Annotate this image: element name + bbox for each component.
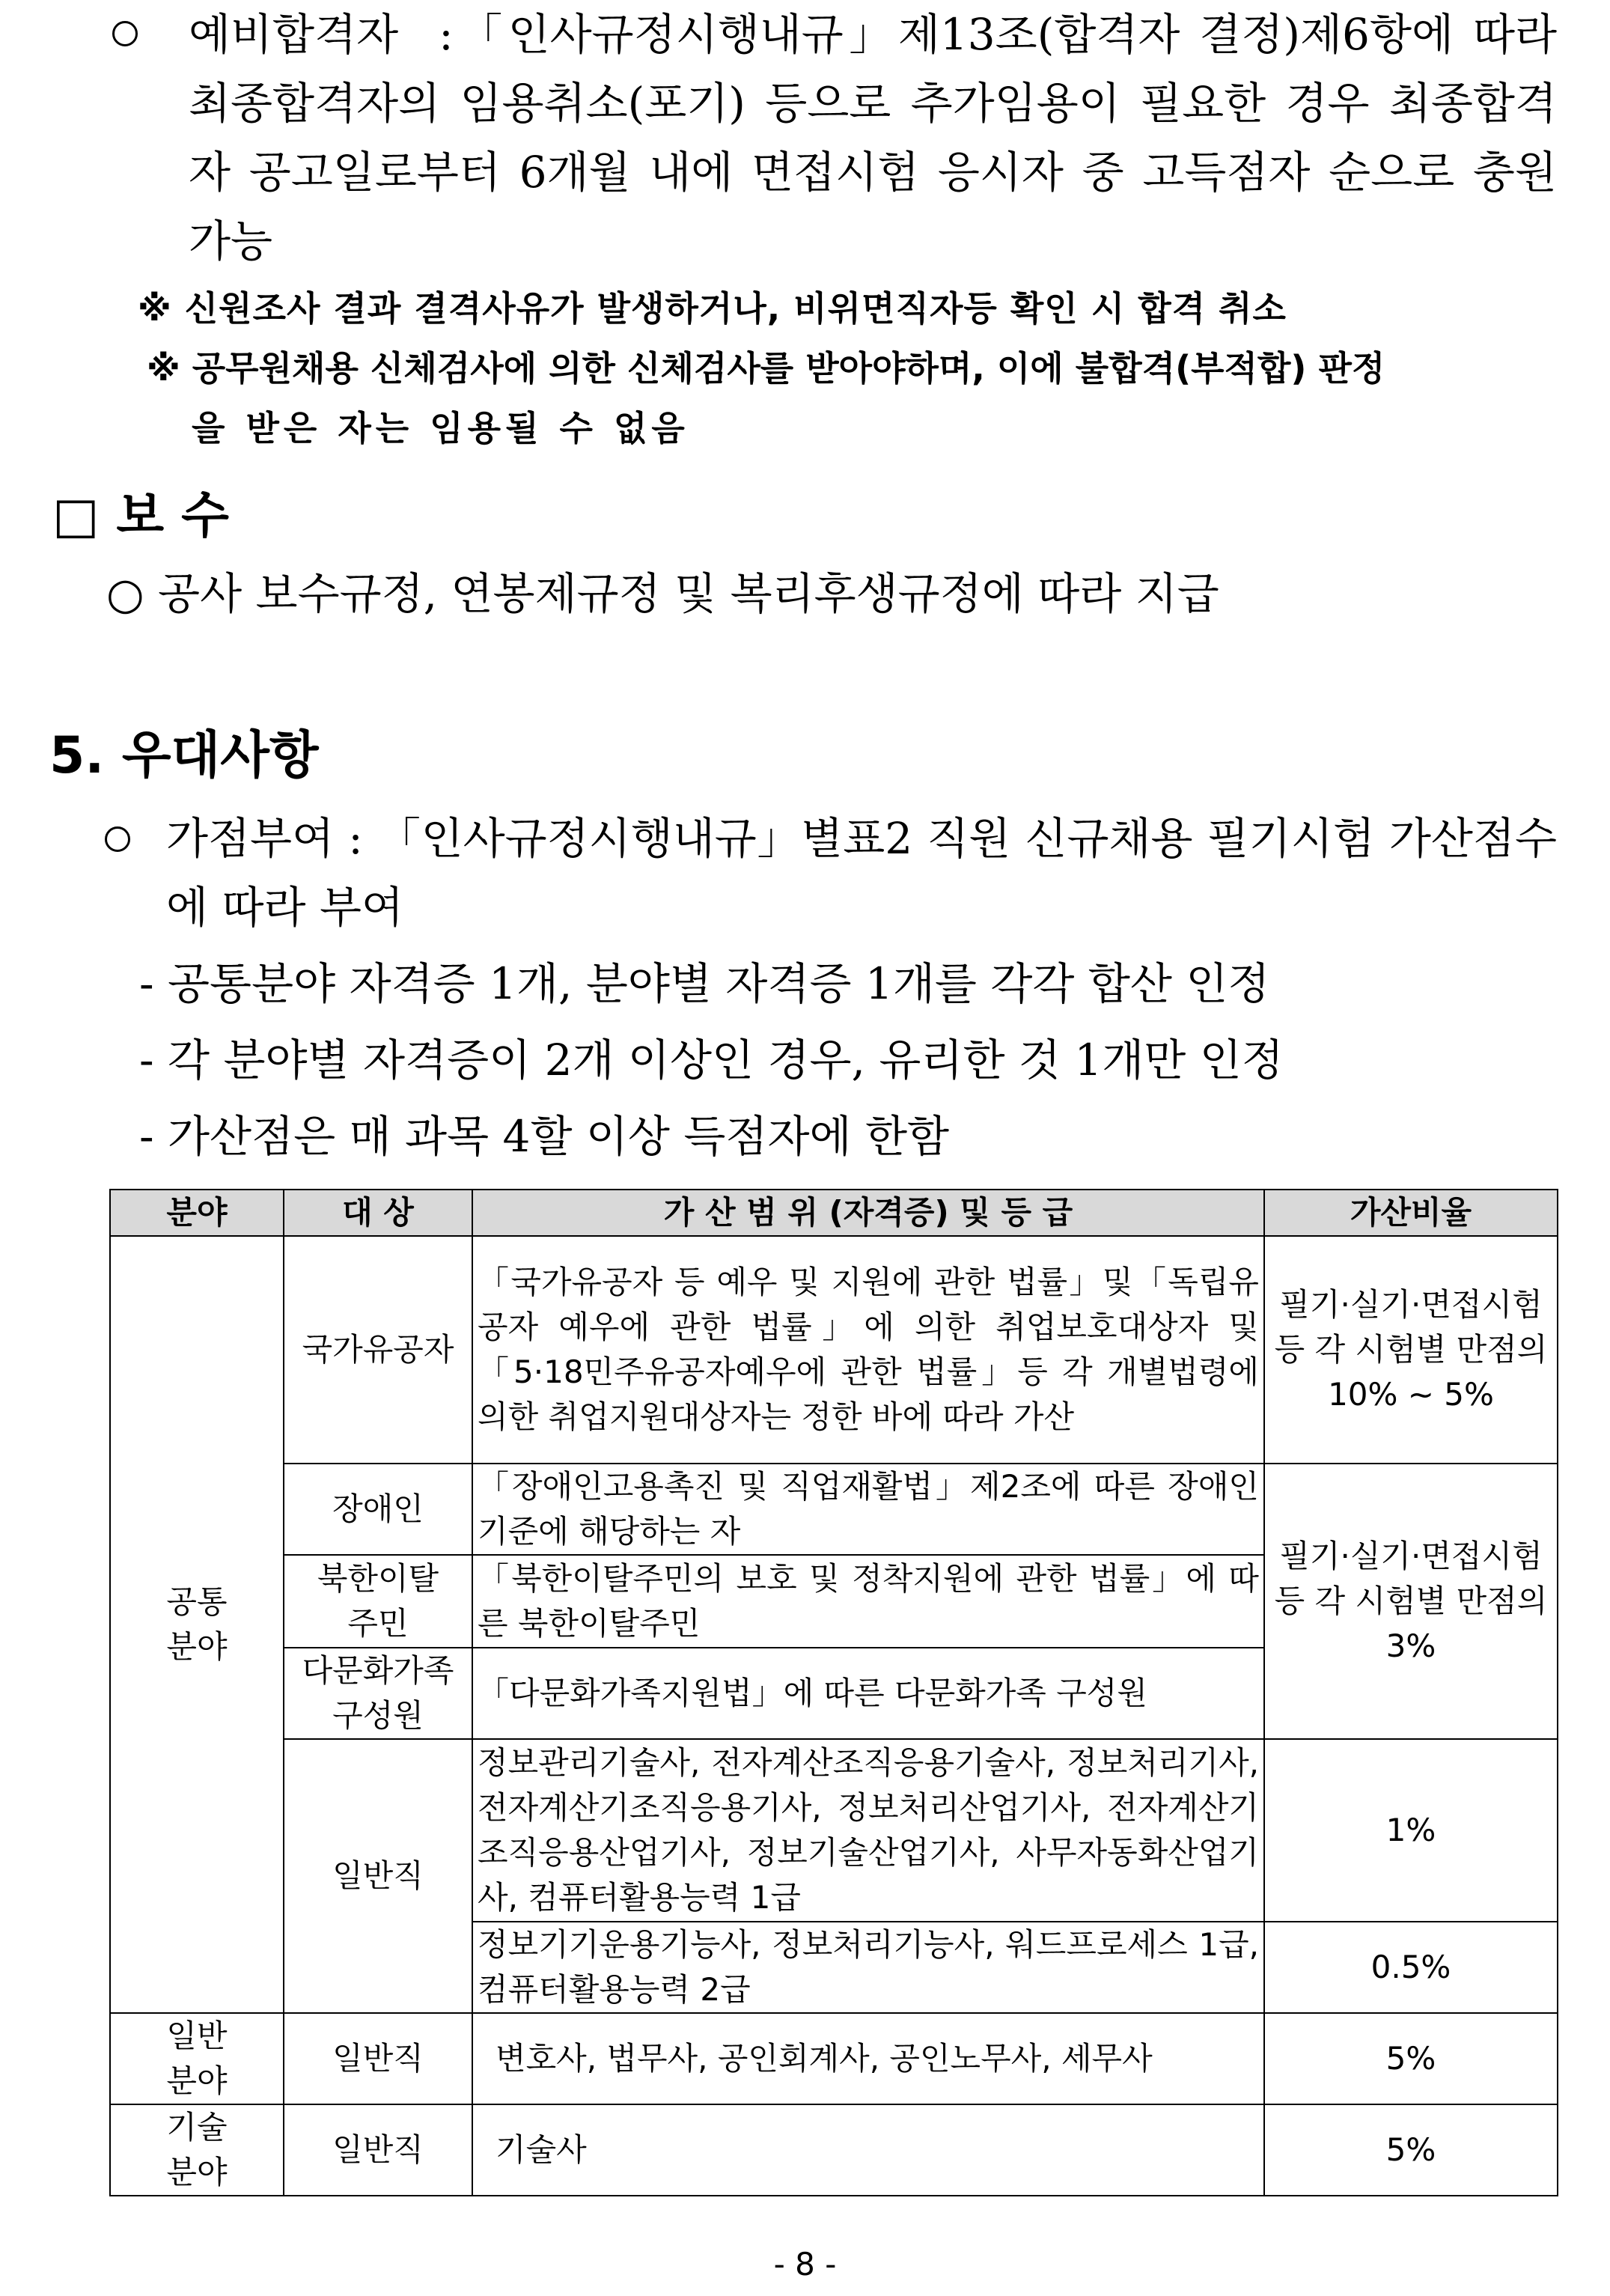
preference-intro-paragraph <box>105 804 1557 942</box>
scope-general-b: 정보기기운용기능사, 정보처리기능사, 워드프로세스 1급, 컴퓨터활용능력 2급 <box>472 1922 1264 2013</box>
preference-intro-text: 가점부여 : 「인사규정시행내규」별표2 직원 신규채용 필기시험 가산점수에 따라 부여 <box>166 813 1557 933</box>
table-row <box>110 2013 1558 2104</box>
field-tech: 기술 분야 <box>110 2104 284 2196</box>
field-common: 공통 분야 <box>110 1236 284 2013</box>
pay-text: ○ 공사 보수규정, 연봉제규정 및 복리후생규정에 따라 지급 <box>106 568 1219 619</box>
header-target: 대 상 <box>284 1190 472 1236</box>
target-defector: 북한이탈 주민 <box>284 1555 472 1648</box>
scope-disabled: 「장애인고용촉진 및 직업재활법」제2조에 따른 장애인 기준에 해당하는 자 <box>472 1464 1264 1555</box>
target-general-field: 일반직 <box>284 2013 472 2104</box>
pay-heading: □ 보 수 <box>52 487 229 544</box>
target-veteran: 국가유공자 <box>284 1236 472 1464</box>
scope-multicultural: 「다문화가족지원법」에 따른 다문화가족 구성원 <box>472 1648 1264 1739</box>
circle-bullet-icon <box>112 21 138 46</box>
header-rate: 가산비율 <box>1264 1190 1558 1236</box>
header-scope: 가 산 범 위 (자격증) 및 등 급 <box>472 1190 1264 1236</box>
scope-defector: 「북한이탈주민의 보호 및 정착지원에 관한 법률」에 따른 북한이탈주민 <box>472 1555 1264 1648</box>
scope-general-a: 정보관리기술사, 전자계산조직응용기술사, 정보처리기사, 전자계산기조직응용기사, 정보처리산업기사, 전자계산기조직응용산업기사, 정보기술산업기사, 사무자동화산업기사, 컴퓨터활용능력 1급 <box>472 1739 1264 1922</box>
reserve-candidate-paragraph <box>112 0 1557 275</box>
rate-veteran: 필기·실기·면접시험 등 각 시험별 만점의 10% ~ 5% <box>1264 1236 1558 1464</box>
rate-general-b: 0.5% <box>1264 1922 1558 2013</box>
table-row <box>110 1739 1558 1922</box>
table-row <box>110 1464 1558 1555</box>
scope-veteran: 「국가유공자 등 예우 및 지원에 관한 법률」및「독립유공자 예우에 관한 법률」에 의한 취업보호대상자 및「5·18민주유공자예우에 관한 법률」등 각 개별법령에 의한 취업지원대상자는 정한 바에 따라 가산 <box>472 1236 1264 1464</box>
rate-general-field: 5% <box>1264 2013 1558 2104</box>
rate-tech-field: 5% <box>1264 2104 1558 2196</box>
note-physical-exam-line1: ※ 공무원채용 신체검사에 의한 신체검사를 받아야하며, 이에 불합격(부적합) 판정 <box>147 348 1385 389</box>
target-general-a: 일반직 <box>284 1739 472 2013</box>
note-physical-exam-line2: 을 받은 자는 임용될 수 없음 <box>192 408 689 448</box>
header-field: 분야 <box>110 1190 284 1236</box>
bonus-points-table <box>109 1189 1558 2196</box>
rate-group: 필기·실기·면접시험 등 각 시험별 만점의 3% <box>1264 1464 1558 1739</box>
preference-rule-3: - 가산점은 매 과목 4할 이상 득점자에 한함 <box>139 1111 950 1162</box>
page-number: - 8 - <box>773 2246 837 2283</box>
preference-rule-1: - 공통분야 자격증 1개, 분야별 자격증 1개를 각각 합산 인정 <box>139 958 1270 1009</box>
field-general: 일반 분야 <box>110 2013 284 2104</box>
rate-general-a: 1% <box>1264 1739 1558 1922</box>
preference-heading: 5. 우대사항 <box>49 726 319 785</box>
target-disabled: 장애인 <box>284 1464 472 1555</box>
table-row <box>110 2104 1558 2196</box>
reserve-label: 예비합격자 <box>189 9 399 60</box>
reserve-text: :「인사규정시행내규」제13조(합격자 결정)제6항에 따라 최종합격자의 임용취소(포기) 등으로 추가임용이 필요한 경우 최종합격자 공고일로부터 6개월 내에 면접시험 응시자 중 고득점자 순으로 충원 가능 <box>189 9 1558 267</box>
preference-rule-2: - 각 분야별 자격증이 2개 이상인 경우, 유리한 것 1개만 인정 <box>139 1035 1284 1085</box>
target-tech-field: 일반직 <box>284 2104 472 2196</box>
circle-bullet-icon <box>105 826 130 852</box>
table-header-row <box>110 1190 1558 1236</box>
scope-general-field: 변호사, 법무사, 공인회계사, 공인노무사, 세무사 <box>472 2013 1264 2104</box>
scope-tech-field: 기술사 <box>472 2104 1264 2196</box>
target-multicultural: 다문화가족 구성원 <box>284 1648 472 1739</box>
note-background-check: ※ 신원조사 결과 결격사유가 발생하거나, 비위면직자등 확인 시 합격 취소 <box>138 288 1287 329</box>
table-row <box>110 1236 1558 1464</box>
